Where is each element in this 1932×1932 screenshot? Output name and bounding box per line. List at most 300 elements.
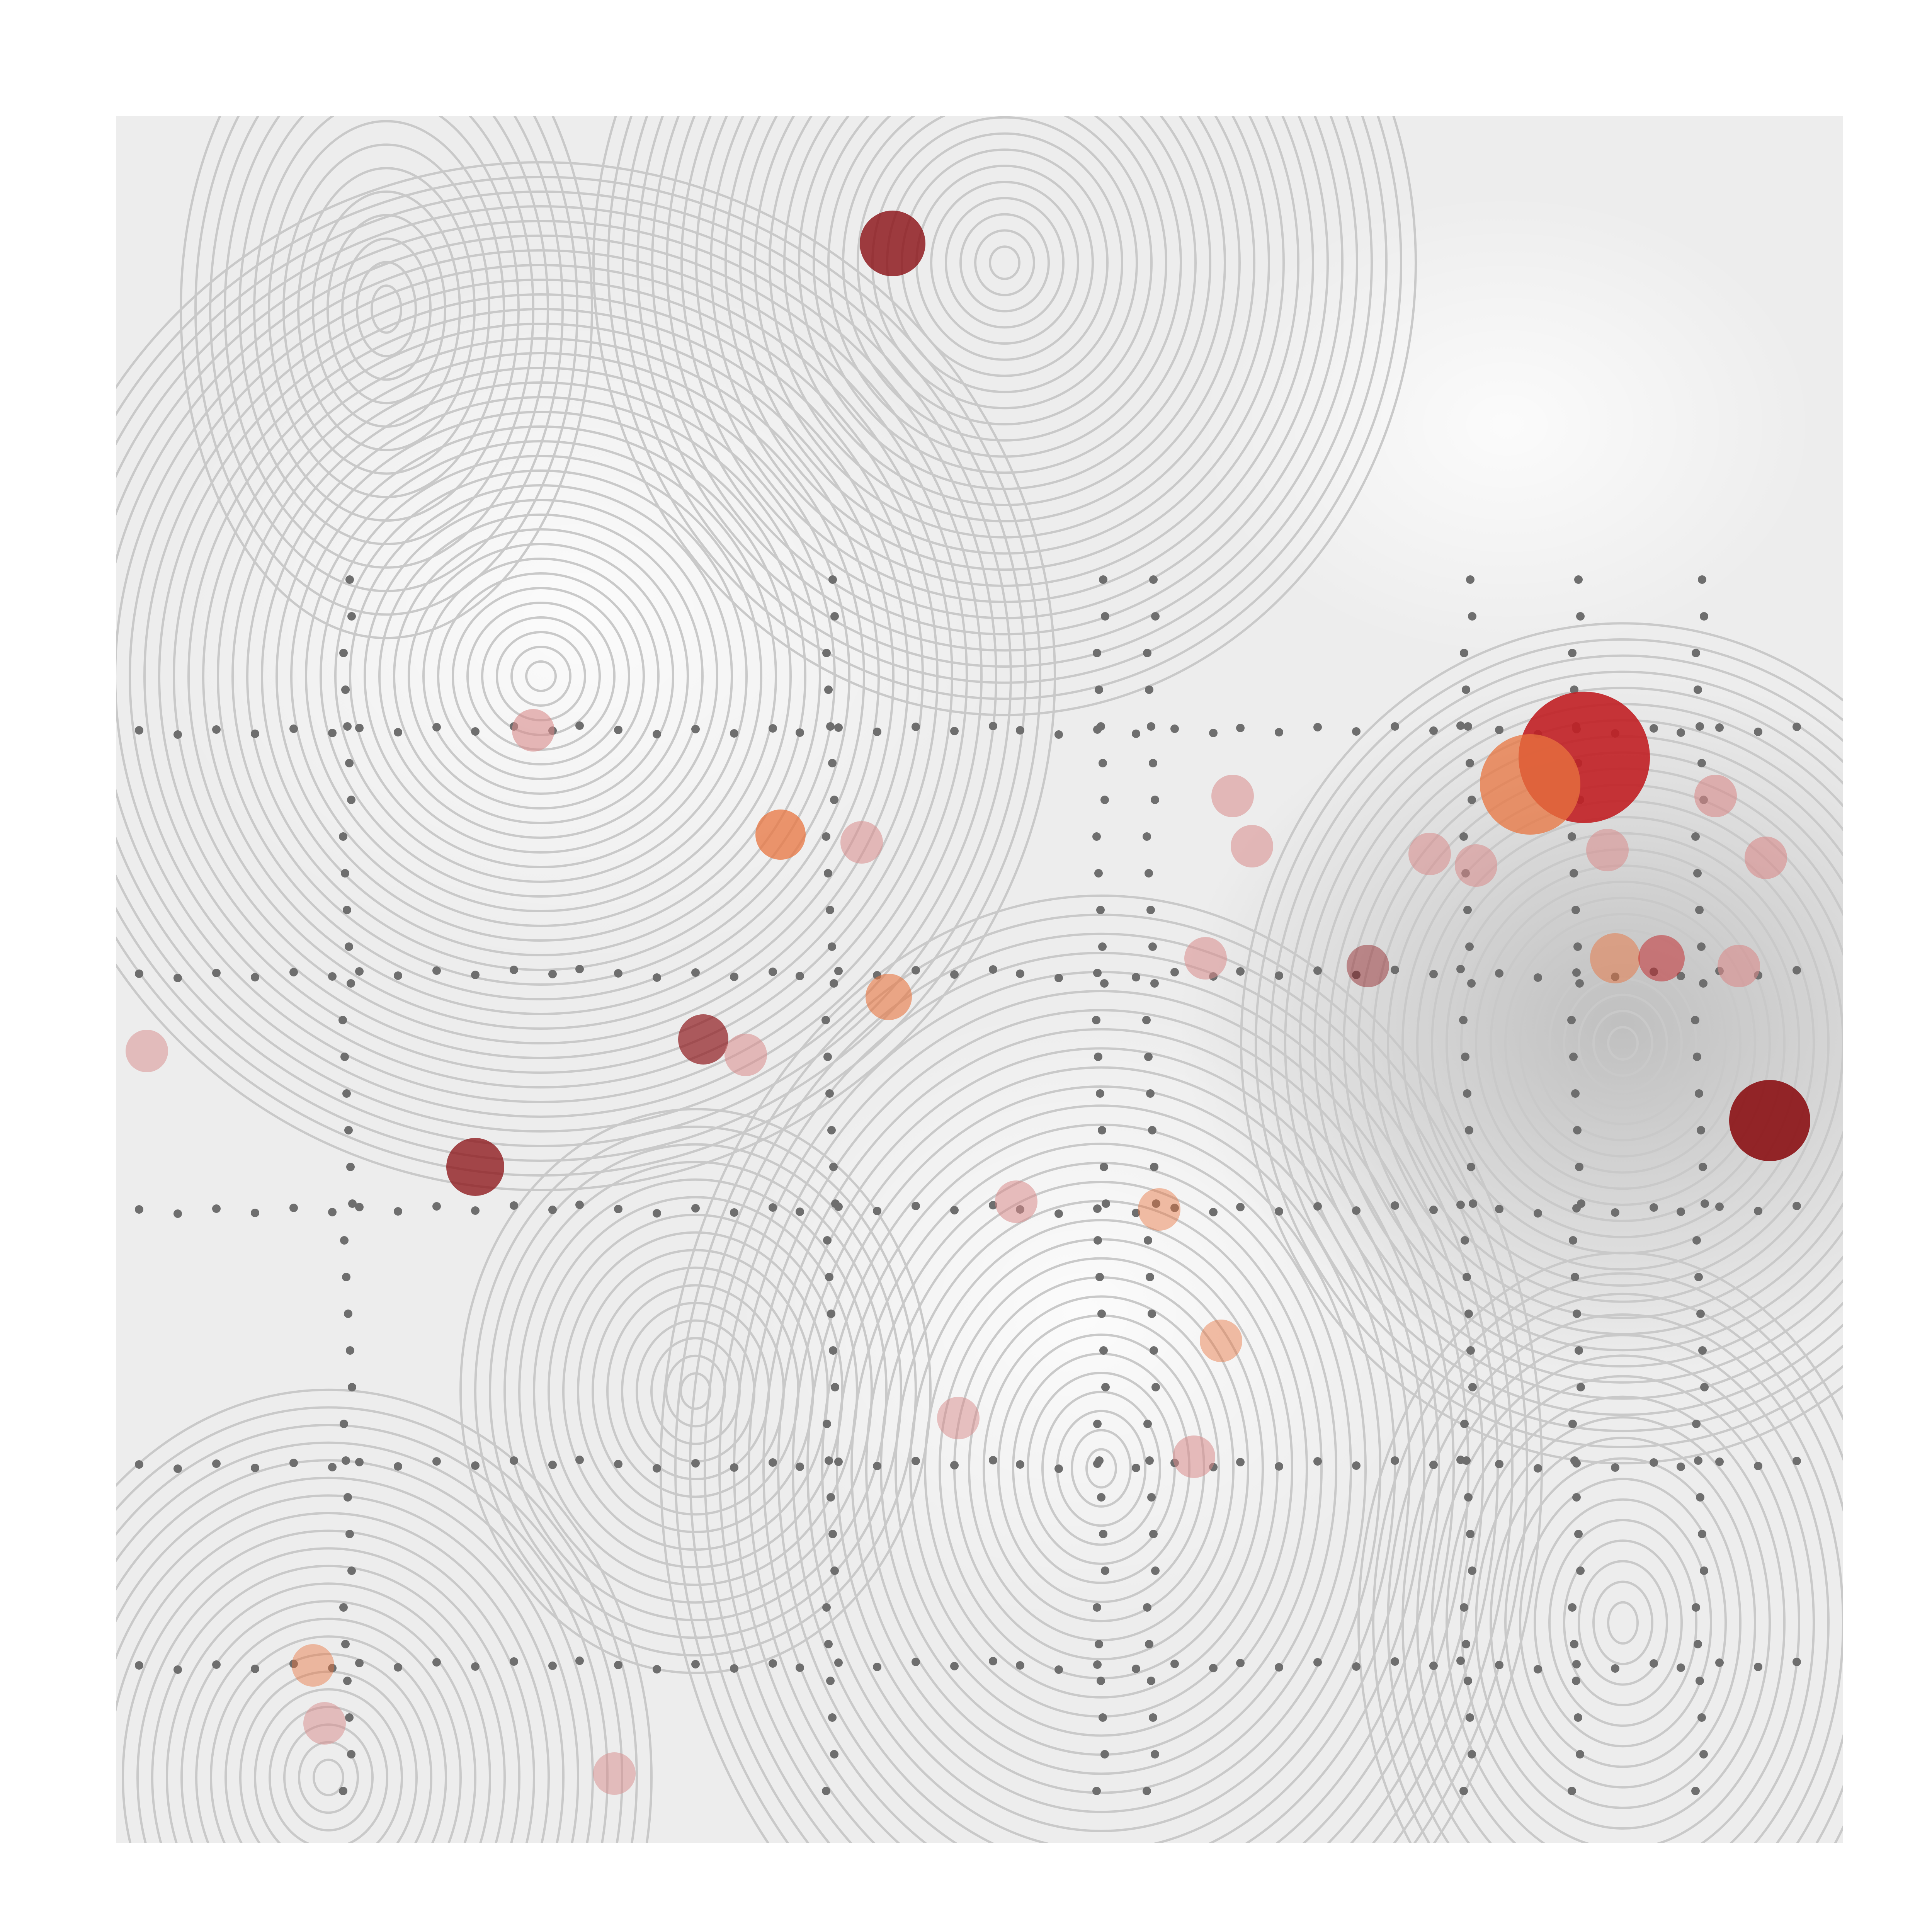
transit-stop xyxy=(614,726,622,734)
transit-stop xyxy=(394,728,402,736)
transit-stop xyxy=(340,1420,348,1428)
transit-stop xyxy=(1700,1566,1708,1575)
transit-stop xyxy=(471,1206,480,1215)
transit-stop xyxy=(1352,727,1361,736)
transit-stop xyxy=(1313,723,1322,731)
transit-stop xyxy=(1464,722,1472,731)
transit-stop xyxy=(355,1458,364,1466)
transit-stop xyxy=(1691,832,1700,841)
transit-stop xyxy=(1650,1458,1658,1467)
transit-stop xyxy=(1567,1016,1576,1024)
transit-stop xyxy=(394,1207,402,1216)
transit-stop xyxy=(1697,759,1706,767)
transit-stop xyxy=(1209,1208,1218,1216)
transit-stop xyxy=(1094,1236,1102,1245)
transit-stop xyxy=(1132,973,1140,981)
transit-stop xyxy=(1093,1660,1102,1669)
public-art-point xyxy=(724,1034,767,1076)
transit-stop xyxy=(1463,906,1472,914)
transit-stop xyxy=(1099,759,1107,767)
transit-stop xyxy=(394,1663,402,1672)
transit-stop xyxy=(432,966,441,975)
transit-stop xyxy=(1467,979,1476,988)
transit-stop xyxy=(769,1659,777,1668)
transit-stop xyxy=(1093,969,1102,977)
transit-stop xyxy=(341,1640,350,1648)
transit-stop xyxy=(1391,722,1399,731)
transit-stop xyxy=(355,967,364,976)
transit-stop xyxy=(1696,1310,1705,1318)
transit-stop xyxy=(173,1464,182,1473)
transit-stop xyxy=(1793,1457,1801,1465)
transit-stop xyxy=(1275,1462,1283,1471)
transit-stop xyxy=(345,575,354,584)
transit-stop xyxy=(1151,796,1159,804)
transit-stop xyxy=(873,1462,881,1470)
transit-stop xyxy=(1699,979,1708,988)
transit-stop xyxy=(1465,1126,1473,1134)
transit-stop xyxy=(1097,1310,1106,1318)
transit-stop xyxy=(135,1205,143,1214)
transit-stop xyxy=(1534,1665,1542,1673)
public-art-point xyxy=(1455,844,1497,887)
transit-stop xyxy=(1236,1659,1245,1667)
transit-stop xyxy=(212,1204,221,1213)
transit-stop xyxy=(653,1665,661,1673)
transit-stop xyxy=(1650,1659,1658,1668)
transit-stop xyxy=(1534,1464,1542,1473)
public-art-point xyxy=(678,1014,728,1065)
transit-stop xyxy=(1569,1053,1578,1061)
transit-stop xyxy=(1573,942,1582,951)
transit-stop xyxy=(691,1204,700,1213)
transit-stop xyxy=(1147,1677,1155,1685)
transit-stop xyxy=(328,1463,337,1471)
transit-stop xyxy=(1100,796,1109,804)
transit-stop xyxy=(344,1310,352,1318)
transit-stop xyxy=(289,968,298,976)
public-art-point xyxy=(593,1752,636,1795)
transit-stop xyxy=(1793,1658,1801,1666)
transit-stop xyxy=(1391,966,1399,974)
transit-stop xyxy=(1677,1208,1685,1216)
transit-stop xyxy=(1793,1202,1801,1210)
transit-stop xyxy=(1462,1456,1471,1465)
transit-stop xyxy=(1313,1658,1322,1667)
transit-stop xyxy=(1275,971,1283,980)
transit-stop xyxy=(1236,724,1245,732)
transit-stop xyxy=(1456,965,1465,973)
transit-stop xyxy=(1754,1663,1762,1671)
transit-stop xyxy=(1092,1016,1100,1024)
transit-stop xyxy=(823,1420,831,1428)
transit-stop xyxy=(394,971,402,980)
public-art-point xyxy=(1211,775,1254,817)
transit-stop xyxy=(1099,575,1107,584)
transit-stop xyxy=(1468,1750,1476,1759)
transit-stop xyxy=(834,1458,843,1466)
transit-stop xyxy=(1146,1089,1155,1098)
transit-stop xyxy=(1571,1273,1579,1281)
transit-stop xyxy=(1101,1383,1110,1391)
transit-stop xyxy=(1570,869,1578,878)
transit-stop xyxy=(1145,1640,1153,1648)
transit-stop xyxy=(1092,1787,1101,1795)
public-art-point xyxy=(1200,1320,1242,1362)
transit-stop xyxy=(1696,1493,1704,1502)
transit-stop xyxy=(548,1206,557,1214)
transit-stop xyxy=(1577,1199,1585,1208)
transit-stop xyxy=(344,1493,352,1502)
transit-stop xyxy=(1096,1089,1104,1098)
transit-stop xyxy=(347,796,355,804)
transit-stop xyxy=(1095,1456,1104,1465)
transit-stop xyxy=(1697,942,1706,951)
transit-stop xyxy=(614,969,622,978)
transit-stop xyxy=(471,727,480,736)
transit-stop xyxy=(1097,722,1105,731)
transit-stop xyxy=(1148,1310,1156,1318)
transit-stop xyxy=(1148,1126,1156,1134)
transit-stop xyxy=(1699,1163,1707,1171)
transit-stop xyxy=(1102,1199,1110,1208)
transit-stop xyxy=(1093,1420,1102,1428)
transit-stop xyxy=(1170,1660,1179,1668)
transit-stop xyxy=(1352,1206,1361,1215)
transit-stop xyxy=(342,1089,351,1098)
transit-stop xyxy=(691,1660,700,1668)
transit-stop xyxy=(1611,1463,1619,1472)
transit-stop xyxy=(1132,1665,1140,1673)
public-art-point xyxy=(1138,1188,1180,1231)
transit-stop xyxy=(653,973,661,982)
public-art-point xyxy=(866,974,912,1020)
transit-stop xyxy=(289,1204,298,1212)
transit-stop xyxy=(822,1603,831,1612)
transit-stop xyxy=(173,974,182,982)
transit-stop xyxy=(328,972,337,981)
transit-stop xyxy=(1094,1053,1102,1061)
transit-stop xyxy=(1149,1530,1158,1538)
transit-stop xyxy=(1098,1126,1106,1134)
transit-stop xyxy=(1572,1493,1581,1502)
transit-stop xyxy=(950,727,959,735)
public-art-point xyxy=(1745,837,1787,879)
public-art-point xyxy=(303,1702,346,1745)
transit-stop xyxy=(471,971,480,979)
transit-stop xyxy=(1101,612,1109,621)
transit-stop xyxy=(912,1658,920,1666)
transit-stop xyxy=(346,1163,355,1171)
transit-stop xyxy=(1275,728,1283,736)
transit-stop xyxy=(1145,1456,1154,1465)
transit-stop xyxy=(510,1201,518,1210)
transit-stop xyxy=(1459,1016,1468,1024)
public-art-point xyxy=(995,1180,1037,1223)
transit-stop xyxy=(345,1713,354,1722)
transit-stop xyxy=(345,1530,354,1538)
transit-stop xyxy=(340,1236,349,1245)
transit-stop xyxy=(1101,1566,1109,1575)
transit-stop xyxy=(548,970,557,978)
transit-stop xyxy=(830,612,839,621)
transit-stop xyxy=(341,869,349,878)
transit-stop xyxy=(510,966,518,974)
transit-stop xyxy=(1146,1273,1154,1281)
transit-stop xyxy=(1568,649,1577,657)
transit-stop xyxy=(1534,973,1542,982)
transit-stop xyxy=(1573,1310,1581,1318)
public-art-point xyxy=(512,709,554,752)
transit-stop xyxy=(1143,1603,1151,1612)
transit-stop xyxy=(1572,968,1581,977)
transit-stop xyxy=(1793,723,1801,731)
transit-stop xyxy=(135,726,143,735)
transit-stop xyxy=(1694,1456,1702,1465)
transit-stop xyxy=(1700,1383,1709,1391)
transit-stop xyxy=(830,1566,839,1575)
transit-stop xyxy=(1697,1713,1706,1722)
transit-stop xyxy=(251,730,259,738)
transit-stop xyxy=(796,728,804,737)
transit-stop xyxy=(1611,1664,1619,1673)
transit-stop xyxy=(730,1664,738,1673)
transit-stop xyxy=(1313,966,1322,975)
transit-stop xyxy=(730,1208,738,1217)
transit-stop xyxy=(614,1460,622,1468)
transit-stop xyxy=(1467,1163,1475,1171)
transit-stop xyxy=(821,1016,830,1024)
transit-stop xyxy=(873,1663,881,1671)
public-art-point xyxy=(1590,933,1640,983)
transit-stop xyxy=(347,1750,355,1759)
transit-stop xyxy=(1016,1460,1024,1469)
transit-stop xyxy=(1094,869,1103,878)
transit-stop xyxy=(1572,1677,1580,1685)
transit-stop xyxy=(822,832,830,841)
transit-stop xyxy=(1151,1750,1159,1759)
transit-stop xyxy=(1695,1089,1703,1098)
transit-stop xyxy=(1577,1383,1585,1391)
transit-stop xyxy=(1691,1787,1700,1795)
transit-stop xyxy=(1352,1662,1361,1671)
transit-stop xyxy=(1697,1126,1705,1134)
transit-stop xyxy=(769,1458,777,1467)
transit-stop xyxy=(950,970,959,979)
transit-stop xyxy=(1099,1346,1108,1355)
transit-stop xyxy=(1576,1750,1584,1759)
transit-stop xyxy=(912,966,920,975)
transit-stop xyxy=(1694,1640,1702,1648)
transit-stop xyxy=(251,1665,259,1673)
transit-stop xyxy=(1495,1661,1503,1669)
transit-stop xyxy=(355,1659,364,1667)
public-art-point xyxy=(1173,1435,1215,1478)
transit-stop xyxy=(135,1661,143,1670)
transit-stop xyxy=(1495,1205,1503,1213)
transit-stop xyxy=(653,1464,661,1473)
transit-stop xyxy=(828,942,836,951)
transit-stop xyxy=(471,1461,480,1470)
transit-stop xyxy=(1495,726,1503,734)
transit-stop xyxy=(830,796,838,804)
public-art-point xyxy=(755,810,806,860)
transit-stop xyxy=(796,1663,804,1672)
public-art-point xyxy=(292,1644,334,1687)
transit-stop xyxy=(1142,1016,1151,1024)
transit-stop xyxy=(343,1677,352,1685)
transit-stop xyxy=(348,1383,356,1391)
transit-stop xyxy=(831,1383,839,1391)
transit-stop xyxy=(1170,968,1179,976)
transit-stop xyxy=(1468,1383,1477,1391)
transit-stop xyxy=(989,1456,997,1464)
public-art-point xyxy=(860,211,925,276)
transit-stop xyxy=(1391,1456,1399,1465)
transit-stop xyxy=(251,1464,259,1472)
transit-stop xyxy=(1097,1677,1105,1685)
transit-stop xyxy=(1466,1713,1474,1722)
transit-stop xyxy=(1143,649,1151,657)
transit-stop xyxy=(1236,1458,1245,1466)
transit-stop xyxy=(1054,1665,1063,1674)
transit-stop xyxy=(769,968,777,976)
transit-stop xyxy=(1144,1053,1153,1061)
transit-stop xyxy=(1693,869,1702,878)
transit-stop xyxy=(1650,1203,1658,1212)
transit-stop xyxy=(1691,1016,1699,1024)
transit-stop xyxy=(1100,979,1109,988)
transit-stop xyxy=(1151,1566,1160,1575)
public-art-point xyxy=(840,821,883,864)
transit-stop xyxy=(1699,1750,1708,1759)
public-art-point xyxy=(937,1397,980,1439)
transit-stop xyxy=(950,1461,959,1469)
transit-stop xyxy=(827,1310,835,1318)
transit-stop xyxy=(339,1603,348,1612)
transit-stop xyxy=(345,759,354,767)
transit-stop xyxy=(1468,1566,1476,1575)
transit-stop xyxy=(1463,1273,1471,1281)
transit-stop xyxy=(1715,723,1724,732)
transit-stop xyxy=(1016,726,1024,735)
transit-stop xyxy=(1692,1603,1700,1612)
transit-stop xyxy=(1571,1089,1580,1098)
transit-stop xyxy=(912,723,920,731)
transit-stop xyxy=(338,1016,347,1024)
transit-stop xyxy=(830,979,838,988)
transit-stop xyxy=(834,967,843,975)
transit-stop xyxy=(212,725,221,734)
transit-stop xyxy=(1054,1464,1063,1473)
transit-stop xyxy=(1692,649,1700,657)
transit-stop xyxy=(824,869,832,878)
transit-stop xyxy=(1793,966,1801,975)
transit-stop xyxy=(1170,724,1179,733)
transit-stop xyxy=(1146,906,1155,914)
public-art-point xyxy=(126,1030,168,1072)
transit-stop xyxy=(1700,612,1708,621)
transit-stop xyxy=(347,612,356,621)
transit-stop xyxy=(1469,1199,1477,1208)
transit-stop xyxy=(251,973,259,981)
transit-stop xyxy=(912,1457,920,1465)
transit-stop xyxy=(829,1346,837,1355)
transit-stop xyxy=(1696,722,1704,731)
transit-stop xyxy=(823,1236,832,1245)
transit-stop xyxy=(1571,906,1580,914)
transit-stop xyxy=(1100,1163,1108,1171)
transit-stop xyxy=(212,1660,221,1669)
transit-stop xyxy=(873,728,881,736)
transit-stop xyxy=(1698,1530,1706,1538)
transit-stop xyxy=(1095,1640,1103,1648)
transit-stop xyxy=(1695,906,1704,914)
transit-stop xyxy=(1694,1273,1703,1281)
transit-stop xyxy=(950,1662,959,1670)
transit-stop xyxy=(989,965,997,974)
transit-stop xyxy=(653,730,661,738)
transit-stop xyxy=(1016,1661,1024,1670)
transit-stop xyxy=(614,1661,622,1669)
transit-stop xyxy=(1054,1209,1063,1218)
transit-stop xyxy=(575,1456,584,1464)
public-art-point xyxy=(1638,935,1685,981)
transit-stop xyxy=(1145,685,1153,694)
transit-stop xyxy=(212,969,221,977)
transit-stop xyxy=(1097,1493,1105,1502)
transit-stop xyxy=(1677,728,1685,737)
transit-stop xyxy=(614,1205,622,1213)
transit-stop xyxy=(1099,1530,1107,1538)
transit-stop xyxy=(827,1126,836,1134)
transit-stop xyxy=(1150,1163,1158,1171)
transit-stop xyxy=(1715,1202,1724,1211)
transit-stop xyxy=(1429,970,1438,978)
transit-stop xyxy=(1698,1346,1707,1355)
transit-stop xyxy=(1149,759,1157,767)
transit-stop xyxy=(1149,575,1158,584)
transit-stop xyxy=(1429,726,1438,735)
transit-stop xyxy=(1016,969,1024,978)
public-art-point xyxy=(1718,945,1760,987)
transit-stop xyxy=(829,1163,838,1171)
transit-stop xyxy=(1092,832,1101,841)
transit-stop xyxy=(1147,1493,1156,1502)
transit-stop xyxy=(432,1658,441,1667)
transit-stop xyxy=(1099,1713,1107,1722)
transit-stop xyxy=(825,1456,833,1465)
transit-stop xyxy=(355,724,364,732)
transit-stop xyxy=(339,1787,347,1795)
transit-stop xyxy=(1150,979,1159,988)
transit-stop xyxy=(1572,1660,1581,1668)
transit-stop xyxy=(1313,1457,1322,1466)
transit-stop xyxy=(1456,721,1465,730)
transit-stop xyxy=(1694,685,1702,694)
transit-stop xyxy=(828,575,837,584)
transit-stop xyxy=(824,1640,833,1648)
transit-stop xyxy=(1096,906,1105,914)
transit-stop xyxy=(822,1787,830,1795)
transit-stop xyxy=(471,1662,480,1671)
transit-stop xyxy=(1696,1677,1704,1685)
transit-stop xyxy=(1570,1640,1578,1648)
transit-stop xyxy=(1313,1202,1322,1211)
transit-stop xyxy=(1574,575,1583,584)
transit-stop xyxy=(1459,832,1468,841)
transit-stop xyxy=(135,969,143,978)
